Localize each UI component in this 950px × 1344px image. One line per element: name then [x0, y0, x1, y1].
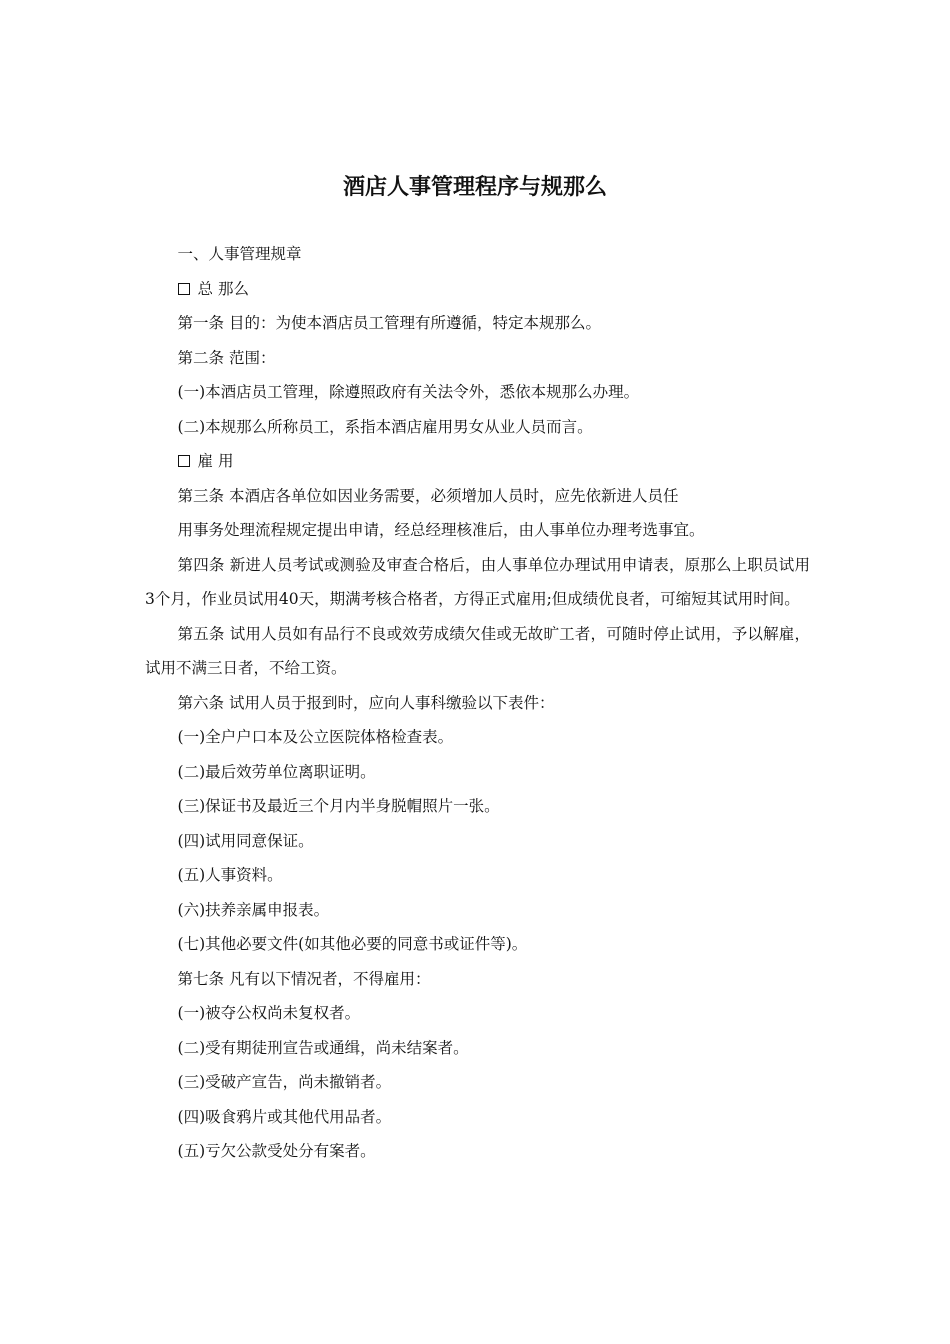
list-item: (四)试用同意保证。 [177, 831, 314, 850]
subsection-hiring [145, 444, 810, 479]
document-body [145, 237, 810, 1169]
subsection-label: 雇 用 [197, 452, 234, 470]
list-item: (六)扶养亲属申报表。 [177, 900, 330, 919]
list-item: (五)亏欠公款受处分有案者。 [177, 1142, 376, 1160]
article-6: 第六条 试用人员于报到时，应向人事科缴验以下表件： [177, 693, 555, 712]
section-heading: 一、人事管理规章 [177, 245, 302, 263]
list-item: (七)其他必要文件(如其他必要的同意书或证件等)。 [177, 935, 528, 953]
article-4: 第四条 新进人员考试或测验及审查合格后，由人事单位办理试用申请表，原那么上职员试用3个月，作业员试用40天，期满考核合格者，方得正式雇用;但成绩优良者，可缩短其试用时间。 [145, 555, 810, 608]
list-item: (三)受破产宣告，尚未撤销者。 [177, 1073, 392, 1091]
article-1: 第一条 目的：为使本酒店员工管理有所遵循，特定本规那么。 [177, 314, 601, 332]
list-item: (一)被夺公权尚未复权者。 [177, 1004, 361, 1022]
list-item: (三)保证书及最近三个月内半身脱帽照片一张。 [177, 797, 500, 815]
checkbox-icon [178, 283, 190, 295]
list-item: (二)最后效劳单位离职证明。 [177, 762, 376, 781]
list-item: (一)本酒店员工管理，除遵照政府有关法令外，悉依本规那么办理。 [177, 383, 640, 401]
article-3-line-1: 第三条 本酒店各单位如因业务需要，必须增加人员时，应先依新进人员任 [177, 486, 679, 505]
article-5: 第五条 试用人员如有品行不良或效劳成绩欠佳或无故旷工者，可随时停止试用，予以解雇，试用不满三日者，不给工资。 [145, 624, 810, 677]
article-2: 第二条 范围： [177, 348, 276, 367]
article-3-line-2: 用事务处理流程规定提出申请，经总经理核准后，由人事单位办理考选事宜。 [177, 521, 705, 539]
subsection-general [145, 272, 810, 307]
document-title: 酒店人事管理程序与规那么 [342, 175, 607, 200]
article-7: 第七条 凡有以下情况者，不得雇用： [177, 969, 431, 988]
subsection-label: 总 那么 [197, 279, 249, 298]
list-item: (二)受有期徒刑宣告或通缉，尚未结案者。 [177, 1038, 469, 1057]
list-item: (四)吸食鸦片或其他代用品者。 [177, 1107, 392, 1126]
list-item: (二)本规那么所称员工，系指本酒店雇用男女从业人员而言。 [177, 417, 593, 436]
checkbox-icon [178, 455, 190, 467]
list-item: (五)人事资料。 [177, 866, 283, 884]
list-item: (一)全户户口本及公立医院体格检查表。 [177, 728, 454, 746]
